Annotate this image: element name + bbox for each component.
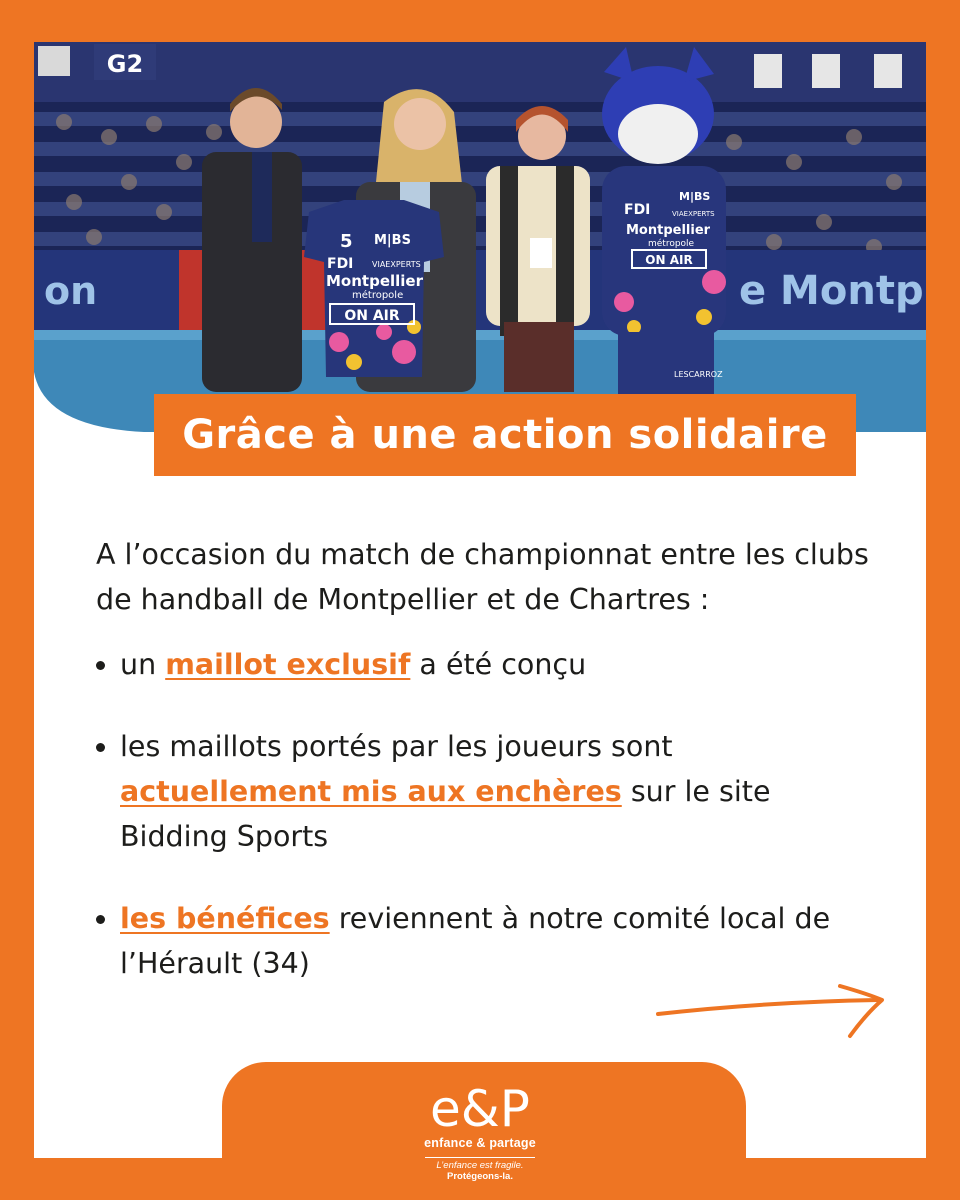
list-item (96, 642, 886, 687)
list-item (96, 724, 886, 859)
board-text-right: e Montp (739, 268, 924, 314)
tagline (405, 1160, 555, 1182)
scoreboard-code: G2 (106, 50, 144, 78)
photo-curve-mask (34, 42, 926, 432)
bullet-text: les maillots portés par les joueurs sont (120, 730, 673, 763)
mascot-sponsor-2: Montpellier (626, 223, 711, 238)
content-body (96, 532, 886, 1023)
bullet-text: reviennent à notre comité local de l’Hérault (34) (120, 902, 831, 980)
jersey-sponsor-2: Montpellier (326, 272, 423, 290)
mascot-sponsor-6: M|BS (679, 190, 711, 203)
jersey-sponsor-3: métropole (352, 290, 404, 301)
highlight-link[interactable]: les bénéfices (120, 902, 330, 935)
highlight-link[interactable]: maillot exclusif (165, 648, 411, 681)
enfance-partage-logo (405, 1066, 555, 1190)
next-arrow-icon[interactable] (654, 980, 894, 1050)
jersey-sponsor-4: ON AIR (344, 308, 400, 324)
mascot-sponsor-1: FDI (624, 202, 651, 218)
highlight-link[interactable]: actuellement mis aux enchères (120, 775, 622, 808)
banner-title: Grâce à une action solidaire (182, 412, 828, 458)
mascot-sponsor-4: ON AIR (645, 253, 693, 267)
mascot-sponsor-3: métropole (648, 239, 695, 249)
logo-mark-icon (415, 1066, 545, 1136)
tagline-line-2: Protégeons-la. (447, 1171, 513, 1182)
brand-name: enfance & partage (424, 1136, 536, 1150)
bullet-text: a été conçu (410, 648, 587, 681)
tagline-line-1: L’enfance est fragile. (436, 1160, 524, 1171)
jersey-number: 5 (340, 231, 353, 252)
event-photo (34, 42, 926, 432)
jersey-sponsor-5: VIAEXPERTS (372, 260, 421, 269)
jersey-sponsor-6: M|BS (374, 233, 411, 248)
bullet-list (96, 642, 886, 986)
logo-divider (425, 1157, 535, 1158)
bullet-text: un (120, 648, 166, 681)
jersey-sponsor-1: FDI (327, 256, 354, 272)
board-text-left: on (44, 269, 98, 313)
bullet-text: sur le site Bidding Sports (120, 775, 771, 853)
intro-text: A l’occasion du match de championnat entre les clubs de handball de Montpellier et de Chartres : (96, 538, 869, 616)
logo-text: e&P (430, 1080, 530, 1136)
list-item (96, 896, 886, 986)
mascot-shorts-text: LESCARROZ (674, 370, 723, 379)
post-card (34, 42, 926, 1158)
section-banner (154, 394, 856, 476)
mascot-sponsor-5: VIAEXPERTS (672, 210, 715, 218)
